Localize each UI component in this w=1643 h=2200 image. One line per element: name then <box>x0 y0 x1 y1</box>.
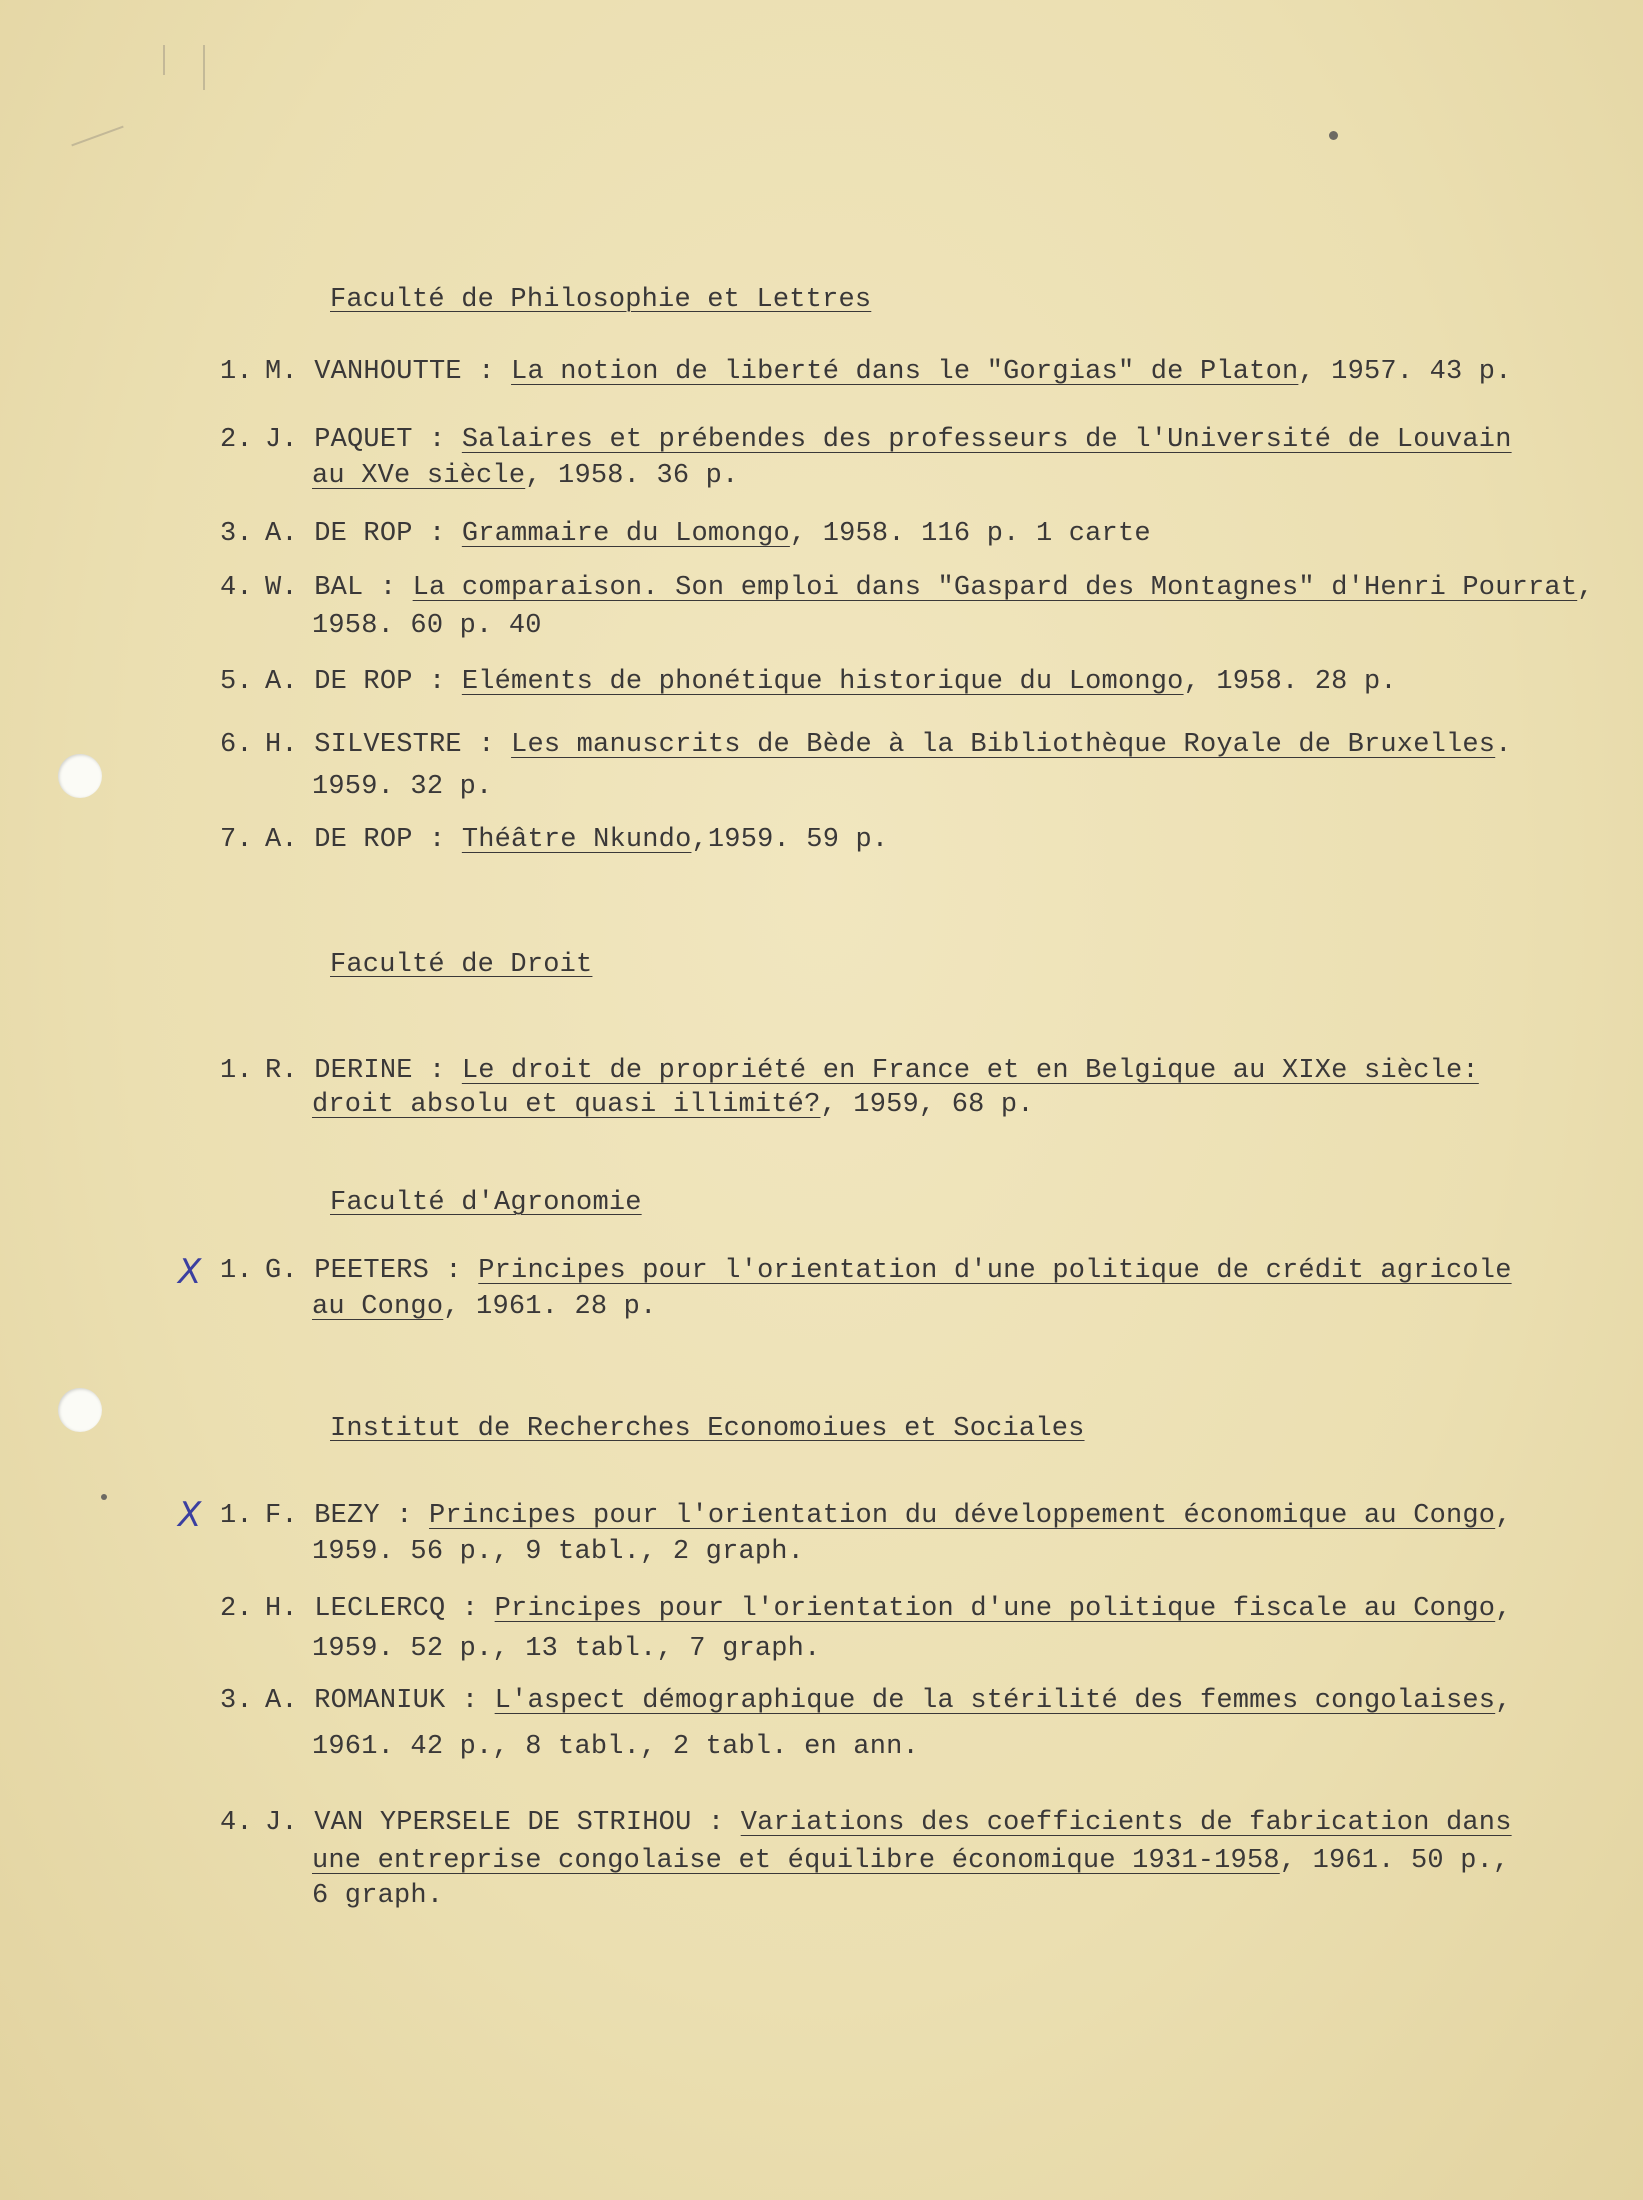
entry-line-1 <box>265 357 1512 387</box>
entry-author: H. SILVESTRE : <box>265 730 495 760</box>
entry-number: 1. <box>220 1256 253 1286</box>
entry-details: , 1961. 50 p., <box>1279 1846 1510 1876</box>
entry-line-2 <box>312 1090 1034 1120</box>
entry-author: R. DERINE : <box>265 1056 446 1086</box>
entry-number: 5. <box>220 667 253 697</box>
entry-details: , 1961. 28 p. <box>443 1292 657 1322</box>
entry-details: 1959. 52 p., 13 tabl., 7 graph. <box>312 1634 821 1664</box>
entry-title: Eléments de phonétique historique du Lomongo <box>461 667 1184 697</box>
entry-title: Principes pour l'orientation d'une politique de crédit agricole <box>478 1256 1512 1286</box>
entry-author: J. PAQUET : <box>265 425 446 455</box>
entry-author: A. ROMANIUK : <box>265 1686 479 1716</box>
entry-details: , <box>1495 1686 1512 1716</box>
entry-author: W. BAL : <box>265 573 397 603</box>
entry-line-1 <box>265 1501 1512 1531</box>
entry-number: 1. <box>220 1501 253 1531</box>
entry-details: 1958. 60 p. 40 <box>312 611 542 641</box>
entry-line-2 <box>312 611 542 641</box>
entry-line-2 <box>312 1634 820 1664</box>
entry-number: 2. <box>220 1594 253 1624</box>
entry-line-2 <box>312 461 738 491</box>
entry-line-3: 6 graph. <box>312 1881 444 1911</box>
entry-line-2 <box>312 1292 656 1322</box>
punch-hole-bottom <box>58 1388 102 1432</box>
check-mark-x: X <box>178 1495 202 1535</box>
entry-line-1 <box>265 1594 1512 1624</box>
entry-author: A. DE ROP : <box>265 825 446 855</box>
paper-mark <box>203 45 205 90</box>
entry-title: Salaires et prébendes des professeurs de l'Université de Louvain <box>461 425 1512 455</box>
entry-title: Théâtre Nkundo <box>461 825 692 855</box>
entry-author: J. VAN YPERSELE DE STRIHOU : <box>265 1808 725 1838</box>
entry-author: A. DE ROP : <box>265 519 446 549</box>
entry-details: . <box>1495 730 1512 760</box>
entry-title: Les manuscrits de Bède à la Bibliothèque Royale de Bruxelles <box>511 730 1496 760</box>
entry-author: H. LECLERCQ : <box>265 1594 479 1624</box>
paper-mark <box>71 126 123 147</box>
entry-line-1 <box>265 519 1151 549</box>
paper-mark <box>163 45 165 75</box>
entry-number: 2. <box>220 425 253 455</box>
entry-line-1 <box>265 667 1397 697</box>
entry-line-1 <box>265 730 1512 760</box>
entry-number: 1. <box>220 1056 253 1086</box>
entry-title-cont: droit absolu et quasi illimité? <box>312 1090 821 1120</box>
section-heading-agronomie: Faculté d'Agronomie <box>330 1188 642 1218</box>
entry-line-2 <box>312 772 492 802</box>
entry-title-cont: au XVe siècle <box>312 461 526 491</box>
entry-title: Grammaire du Lomongo <box>461 519 790 549</box>
entry-line-1 <box>265 573 1594 603</box>
entry-number: 6. <box>220 730 253 760</box>
entry-details: , 1959, 68 p. <box>820 1090 1034 1120</box>
entry-details: , <box>1495 1594 1512 1624</box>
entry-details: , 1958. 116 p. 1 carte <box>789 519 1151 549</box>
entry-details: , <box>1495 1501 1512 1531</box>
section-heading-droit: Faculté de Droit <box>330 950 593 980</box>
entry-details: 1959. 32 p. <box>312 772 493 802</box>
entry-number: 3. <box>220 519 253 549</box>
ink-speck <box>1329 131 1338 140</box>
entry-details: , 1958. 36 p. <box>525 461 739 491</box>
entry-details: , 1957. 43 p. <box>1298 357 1512 387</box>
ink-speck <box>101 1494 107 1500</box>
entry-line-1 <box>265 1256 1512 1286</box>
entry-author: M. VANHOUTTE : <box>265 357 495 387</box>
entry-title: Variations des coefficients de fabrication dans <box>740 1808 1512 1838</box>
entry-title-cont: au Congo <box>312 1292 444 1322</box>
check-mark-x: X <box>178 1252 202 1292</box>
entry-title-cont: une entreprise congolaise et équilibre économique 1931-1958 <box>312 1846 1280 1876</box>
section-heading-institut: Institut de Recherches Economoiues et Sociales <box>330 1414 1085 1444</box>
entry-title: Principes pour l'orientation du développement économique au Congo <box>429 1501 1496 1531</box>
entry-line-1 <box>265 425 1512 455</box>
entry-author: G. PEETERS : <box>265 1256 462 1286</box>
entry-number: 1. <box>220 357 253 387</box>
entry-number: 7. <box>220 825 253 855</box>
entry-number: 4. <box>220 1808 253 1838</box>
entry-number: 4. <box>220 573 253 603</box>
entry-line-2 <box>312 1846 1509 1876</box>
entry-line-1 <box>265 825 888 855</box>
entry-line-1 <box>265 1686 1512 1716</box>
entry-title: L'aspect démographique de la stérilité des femmes congolaises <box>494 1686 1496 1716</box>
entry-title: La notion de liberté dans le "Gorgias" de Platon <box>511 357 1299 387</box>
entry-line-1 <box>265 1056 1479 1086</box>
entry-details: , <box>1577 573 1594 603</box>
entry-title: La comparaison. Son emploi dans "Gaspard des Montagnes" d'Henri Pourrat <box>412 573 1578 603</box>
entry-details: , 1958. 28 p. <box>1183 667 1397 697</box>
entry-details: ,1959. 59 p. <box>691 825 889 855</box>
section-heading-philosophie: Faculté de Philosophie et Lettres <box>330 285 872 315</box>
entry-author: A. DE ROP : <box>265 667 446 697</box>
entry-line-2 <box>312 1732 919 1762</box>
entry-author: F. BEZY : <box>265 1501 413 1531</box>
entry-number: 3. <box>220 1686 253 1716</box>
entry-title: Le droit de propriété en France et en Belgique au XIXe siècle: <box>461 1056 1479 1086</box>
punch-hole-top <box>58 754 102 798</box>
entry-details: 1961. 42 p., 8 tabl., 2 tabl. en ann. <box>312 1732 919 1762</box>
entry-details: 1959. 56 p., 9 tabl., 2 graph. <box>312 1537 805 1567</box>
entry-line-2 <box>312 1537 804 1567</box>
entry-title: Principes pour l'orientation d'une politique fiscale au Congo <box>494 1594 1496 1624</box>
entry-line-1 <box>265 1808 1512 1838</box>
